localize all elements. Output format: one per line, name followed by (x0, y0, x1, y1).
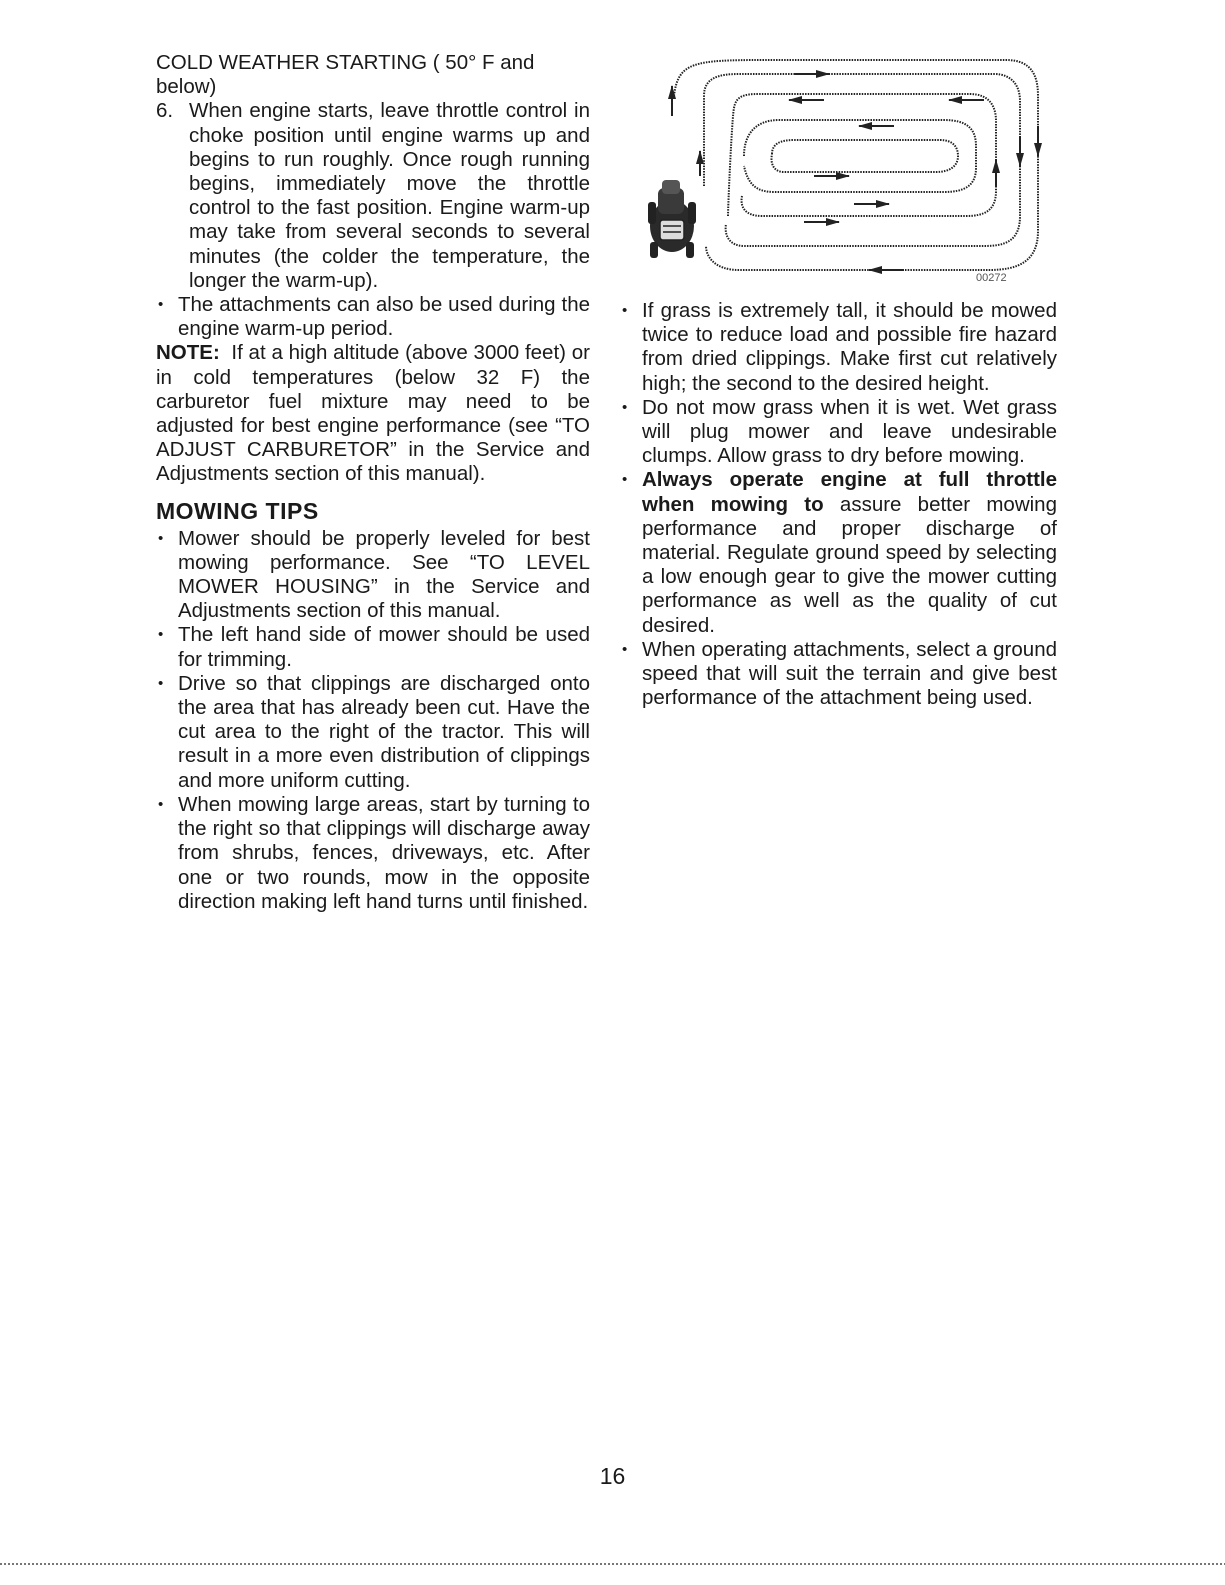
mowing-pattern-diagram (644, 56, 1044, 290)
step-number: 6. (156, 99, 174, 123)
tip-full-throttle (620, 468, 1057, 637)
tractor-icon (648, 180, 696, 258)
inner-path (744, 120, 976, 192)
tip-full-throttle-bold: Always operate engine at full throttle when mowing to (642, 468, 1057, 516)
tip-large-areas: • When mowing large areas, start by turning to the right so that clippings will discharge away from shrubs, fences, driveways, etc. After one or two rounds, mow in the opposite direction making left hand turns until finished. (156, 793, 590, 914)
tip-left-side-trimming: • The left hand side of mower should be used for trimming. (156, 623, 590, 671)
bullet-attachments-warmup: • The attachments can also be used during the engine warm-up period. (156, 293, 590, 341)
bottom-rule (0, 1563, 1225, 1565)
tip-wet-grass: • Do not mow grass when it is wet. Wet grass will plug mower and leave undesirable clumps. Allow grass to dry before mowing. (620, 396, 1057, 469)
step-6-text: When engine starts, leave throttle control in choke position until engine warms up and begins to run roughly. Once rough running begins, immediately move the throttle control to the fast position. Engine warm-up may take from several seconds to several minutes (the colder the temperature, the longer the warm-up). (189, 99, 590, 292)
page-number: 16 (599, 1463, 626, 1489)
mowing-pattern-svg (644, 56, 1044, 290)
tip-tall-grass: • If grass is extremely tall, it should be mowed twice to reduce load and possible fire hazard from dried clippings. Make first cut relatively high; the second to the desired height. (620, 299, 1057, 396)
left-column (156, 51, 590, 914)
tip-discharge-clippings: • Drive so that clippings are discharged onto the area that has already been cut. Have the cut area to the right of the tractor. This will result in a more even distribution of clippings and more uniform cutting. (156, 672, 590, 793)
right-column (620, 299, 1057, 710)
tip-full-throttle-rest: assure better mowing performance and proper discharge of material. Regulate ground speed by selecting a low enough gear to give the mower cutting performance as well as the quality of cut desired. (642, 492, 1057, 637)
tip-level-mower: • Mower should be properly leveled for best mowing performance. See “TO LEVEL MOWER HOUSING” in the Service and Adjustments section of this manual. (156, 527, 590, 624)
note-text: If at a high altitude (above 3000 feet) or in cold temperatures (below 32 F) the carburetor fuel mixture may need to be adjusted for best engine performance (see “TO ADJUST CARBURETOR” in the Service and Adjustments section of this manual). (156, 341, 590, 486)
note-paragraph (156, 341, 590, 486)
center-path (772, 140, 959, 172)
step-6 (156, 99, 590, 293)
third-path (728, 94, 996, 216)
note-label: NOTE: (156, 341, 220, 365)
cold-weather-heading: COLD WEATHER STARTING ( 50° F and below) (156, 51, 535, 99)
tip-operating-attachments: • When operating attachments, select a ground speed that will suit the terrain and give best performance of the attachment being used. (620, 638, 1057, 711)
mowing-tips-title: MOWING TIPS (156, 497, 319, 524)
figure-code: 00272 (976, 272, 1007, 284)
